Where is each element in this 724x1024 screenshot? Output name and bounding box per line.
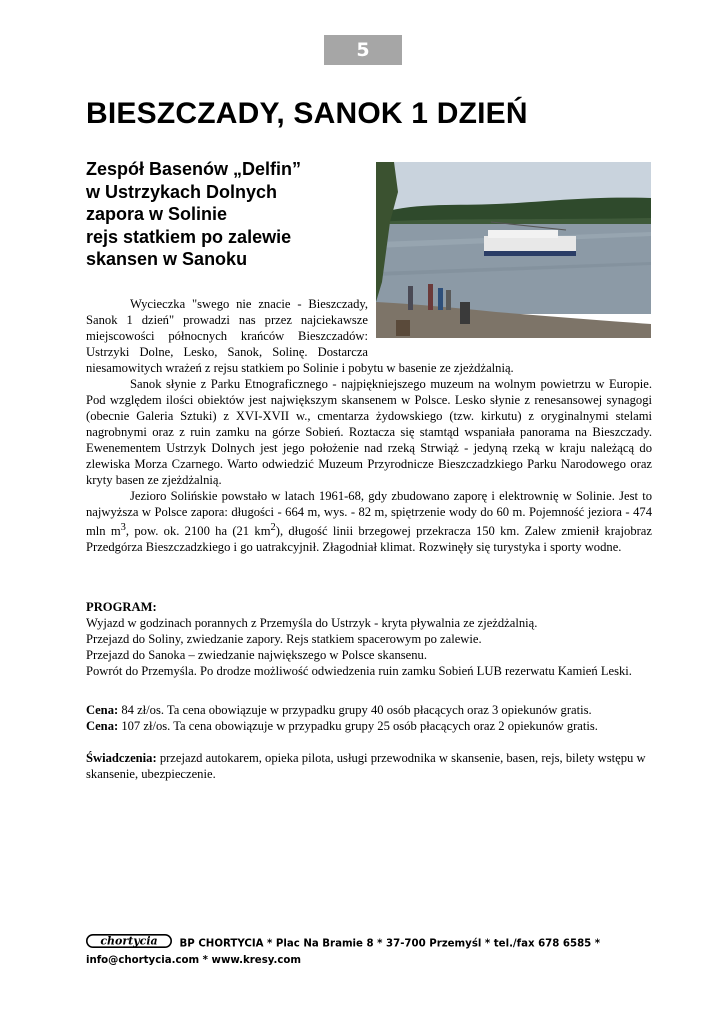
program-line: Powrót do Przemyśla. Po drodze możliwość odwiedzenia ruin zamku Sobień LUB rezerwatu Kamień Leski.: [86, 664, 632, 678]
price-line: [86, 718, 652, 734]
subtitle-line: rejs statkiem po zalewie: [86, 226, 292, 247]
program-section: [86, 599, 652, 679]
price-line: [86, 702, 652, 718]
program-line: Przejazd do Soliny, zwiedzanie zapory. Rejs statkiem spacerowym po zalewie.: [86, 632, 482, 646]
services-section: [86, 750, 652, 782]
prices-section: [86, 702, 652, 734]
subtitle: [86, 158, 366, 271]
intro-paragraph-2: Sanok słynie z Parku Etnograficznego - najpiękniejszego muzeum na wolnym powietrzu w Europie. Pod względem ilości obiektów jest największym skansenem w Polsce. Lesko słynie z renesansowej synagogi (obecnie Galeria Sztuki) z XVI-XVII w., cmentarza żydowskiego (tzw. kirkutu) z oryginalnymi stelami nagrobnymi oraz z ruin zamku na górze Sobień. Roztacza się stamtąd wspaniała panorama na Bieszczady. Ewenementem Ustrzyk Dolnych jest jego położenie nad rzeką Strwiąż - jedyną rzeką w kraju należącą do zlewiska Morza Czarnego. Warto odwiedzić Muzeum Przyrodnicze Bieszczadzkiego Parku Narodowego oraz kryty basen ze zjeżdżalnią.: [86, 377, 652, 487]
intro-paragraph-1: Wycieczka "swego nie znacie - Bieszczady, Sanok 1 dzień" prowadzi nas przez najciekawsze miejscowości północnych krańców Bieszczadów: Ustrzyki Dolne, Lesko, Sanok, Solinę. Dostarcza niesamowitych wrażeń z rejsu statkiem po Solinie i pobytu w basenie ze zjeżdżalnią.: [86, 297, 514, 375]
price-text: 84 zł/os. Ta cena obowiązuje w przypadku grupy 40 osób płacących oraz 3 opiekunów gratis.: [118, 703, 592, 717]
logo-oval-icon: [86, 934, 172, 948]
services-label: Świadczenia:: [86, 751, 157, 765]
intro-paragraph-3: [86, 488, 652, 555]
logo-text: chortycia: [100, 934, 158, 948]
services-line: [86, 750, 652, 782]
intro-p3-part: ), długość linii brzegowej przekracza 150 km. Zalew zmienił krajobraz Przedgórza Bieszczadzkiego i go uatrakcyjnił. Złagodniał klimat. Rozwinęły się turystyka i sporty wodne.: [86, 524, 652, 555]
price-text: 107 zł/os. Ta cena obowiązuje w przypadku grupy 25 osób płacących oraz 2 opiekunów gratis.: [118, 719, 598, 733]
intro-p3-part: , pow. ok. 2100 ha (21 km: [125, 524, 271, 539]
price-label: Cena:: [86, 703, 119, 717]
page-number: 5: [324, 35, 402, 65]
footer-contact: BP CHORTYCIA * Plac Na Bramie 8 * 37-700 Przemyśl * tel./fax 678 6585 * info@chortycia.com * www.kresy.com: [86, 938, 601, 966]
subtitle-line: w Ustrzykach Dolnych: [86, 181, 278, 202]
program-heading: PROGRAM:: [86, 600, 157, 614]
chortycia-logo: [86, 934, 172, 953]
intro-p3-part: Jezioro Solińskie powstało w latach 1961-68, gdy zbudowano zaporę i elektrownię w Solinie. Jest to najwyższa w Polsce zapora: długości - 664 m, wys. - 82 m, spiętrzenie wody do 60 m. Pojemność jeziora - 474 mln m: [86, 489, 652, 539]
program-line: Wyjazd w godzinach porannych z Przemyśla do Ustrzyk - kryta pływalnia ze zjeżdżalnią.: [86, 616, 538, 630]
price-label: Cena:: [86, 719, 119, 733]
subtitle-line: Zespół Basenów „Delfin”: [86, 159, 302, 179]
subtitle-line: skansen w Sanoku: [86, 249, 248, 269]
superscript: 2: [270, 522, 276, 533]
services-text: przejazd autokarem, opieka pilota, usługi przewodnika w skansenie, basen, rejs, bilety wstępu w skansenie, ubezpieczenie.: [86, 751, 646, 781]
superscript: 3: [120, 522, 126, 533]
intro-text: [86, 296, 652, 555]
page-title: BIESZCZADY, SANOK 1 DZIEŃ: [86, 97, 528, 130]
footer: [86, 934, 652, 968]
program-line: Przejazd do Sanoka – zwiedzanie największego w Polsce skansenu.: [86, 648, 427, 662]
subtitle-line: zapora w Solinie: [86, 204, 228, 224]
